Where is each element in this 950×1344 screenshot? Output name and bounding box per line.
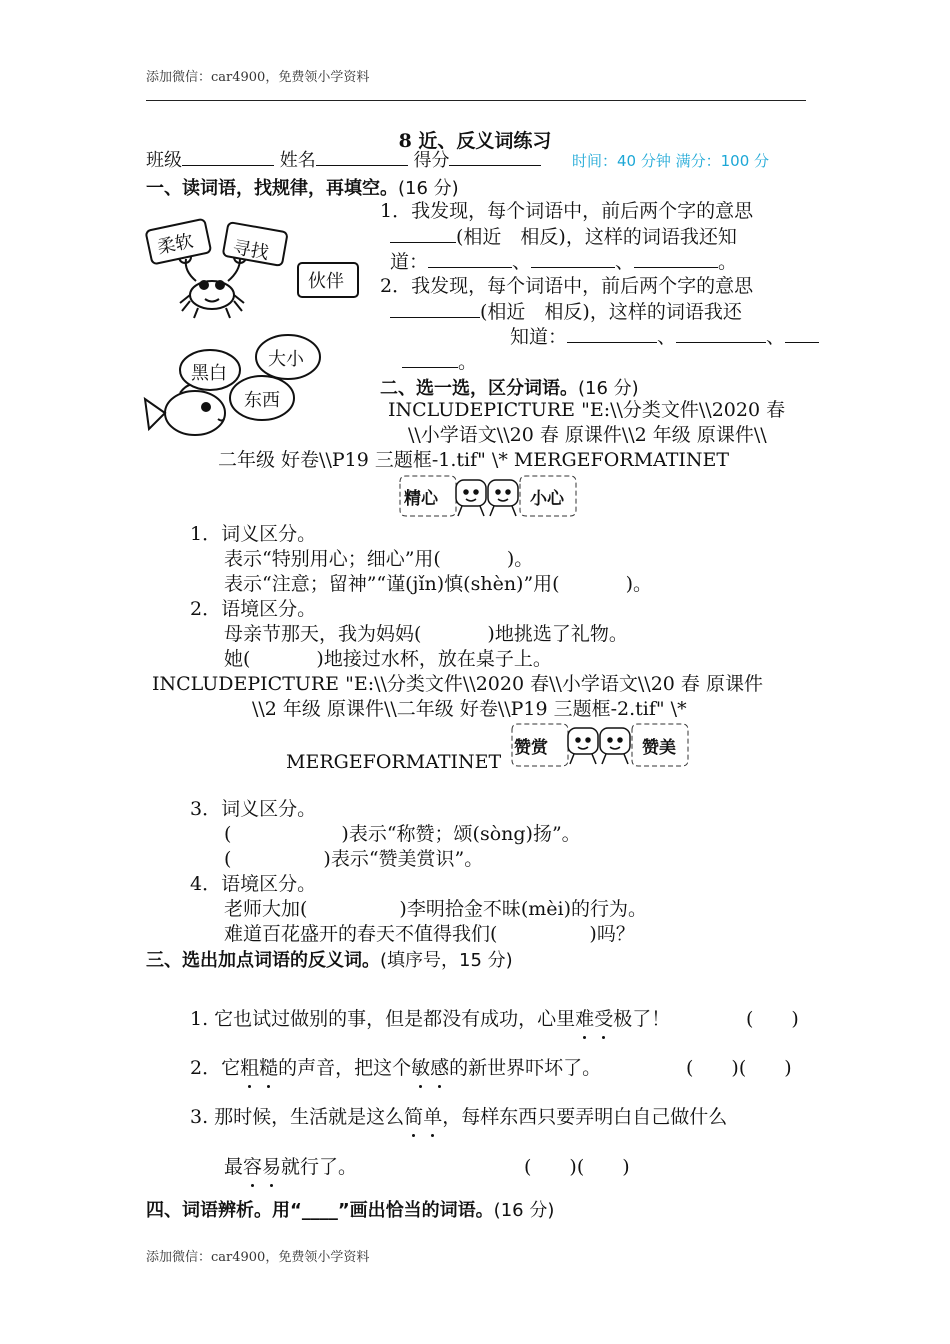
name-label: 姓名 bbox=[279, 150, 316, 171]
include-2-line3: MERGEFORMATINET bbox=[286, 751, 502, 773]
word-xunzhao: 寻找 bbox=[231, 237, 271, 264]
footer-note: 添加微信：car4900，免费领小学资料 bbox=[146, 1250, 370, 1265]
section-2-heading: 二、选一选，区分词语。(16 分) bbox=[380, 378, 639, 399]
s3-q3: 3. 那时候，生活就是这么简单，每样东西只要弄明白自己做什么 bbox=[190, 1106, 728, 1128]
s3-q1: 1. 它也试过做别的事，但是都没有成功，心里难受极了！ bbox=[190, 1008, 671, 1030]
s2-q4a: 老师大加( )李明拾金不昧(mèi)的行为。 bbox=[224, 898, 647, 920]
include-1-line2: \\小学语文\\20 春 原课件\\2 年级 原课件\\ bbox=[408, 424, 767, 446]
score-blank[interactable] bbox=[449, 147, 541, 166]
crab-icon bbox=[179, 251, 246, 318]
s2-q3a: ( )表示“称赞；颂(sòng)扬”。 bbox=[224, 823, 581, 845]
info-row bbox=[146, 147, 541, 173]
box-2-word-right: 赞美 bbox=[642, 738, 676, 758]
s2-q2a: 母亲节那天，我为妈妈( )地挑选了礼物。 bbox=[224, 623, 628, 645]
s2-q1b: 表示“注意；留神”“谨(jǐn)慎(shèn)”用( )。 bbox=[224, 573, 653, 595]
box-1-word-left: 精心 bbox=[404, 489, 438, 509]
score-label: 得分 bbox=[413, 150, 450, 171]
section-3-heading: 三、选出加点词语的反义词。(填序号，15 分) bbox=[146, 950, 513, 971]
box-2-word-left: 赞赏 bbox=[514, 738, 548, 758]
section-4-heading: 四、词语辨析。用“____”画出恰当的词语。(16 分) bbox=[146, 1200, 555, 1221]
s3-q3-line2: 最容易就行了。 bbox=[224, 1156, 358, 1178]
word-rouruan: 柔软 bbox=[155, 230, 196, 259]
s1-q1-line1: 1．我发现，每个词语中，前后两个字的意思 bbox=[380, 200, 754, 222]
header-rule bbox=[146, 100, 806, 101]
s2-q2: 2．语境区分。 bbox=[190, 598, 317, 620]
s1-q1-line2: (相近 相反)，这样的词语我还知 bbox=[390, 224, 737, 250]
cartoon-kids-icon bbox=[568, 728, 630, 764]
s2-q1: 1．词义区分。 bbox=[190, 523, 317, 545]
name-blank[interactable] bbox=[316, 147, 408, 166]
class-label: 班级 bbox=[146, 150, 182, 171]
cartoon-kids-icon bbox=[456, 480, 518, 516]
word-dongxi: 东西 bbox=[244, 390, 280, 411]
s2-q2b: 她( )地接过水杯，放在桌子上。 bbox=[224, 648, 552, 670]
s2-q1a: 表示“特别用心；细心”用( )。 bbox=[224, 548, 534, 570]
fish-icon bbox=[145, 384, 225, 435]
word-daxiao: 大小 bbox=[268, 349, 304, 370]
s1-q2-line4: 。 bbox=[402, 349, 477, 375]
s3-q3-answer[interactable]: ( )( ) bbox=[524, 1156, 630, 1178]
s1-q2-line3: 知道： 、 、 bbox=[510, 324, 819, 350]
include-1-line3: 二年级 好卷\\P19 三题框-1.tif" \* MERGEFORMATINET bbox=[218, 449, 730, 471]
s1-q2-line2: (相近 相反)，这样的词语我还 bbox=[390, 299, 742, 325]
page-title: 8 近、反义词练习 bbox=[398, 130, 552, 152]
word-heibai: 黑白 bbox=[191, 363, 227, 384]
class-blank[interactable] bbox=[182, 147, 274, 166]
box-1-word-right: 小心 bbox=[530, 489, 564, 509]
s2-q4: 4．语境区分。 bbox=[190, 873, 317, 895]
header-note: 添加微信：car4900，免费领小学资料 bbox=[146, 70, 370, 85]
s2-q4b: 难道百花盛开的春天不值得我们( )吗？ bbox=[224, 923, 635, 945]
include-2-line2: \\2 年级 原课件\\二年级 好卷\\P19 三题框-2.tif" \* bbox=[252, 698, 687, 720]
section-1-heading: 一、读词语，找规律，再填空。(16 分) bbox=[146, 178, 459, 199]
s3-q2: 2．它粗糙的声音，把这个敏感的新世界吓坏了。 bbox=[190, 1057, 602, 1079]
word-huoban: 伙伴 bbox=[308, 271, 344, 292]
s3-q2-answer[interactable]: ( )( ) bbox=[686, 1057, 792, 1079]
s1-q2-line1: 2．我发现，每个词语中，前后两个字的意思 bbox=[380, 275, 754, 297]
s1-q1-line3: 道： 、 、 。 bbox=[390, 251, 738, 273]
s3-q1-answer[interactable]: ( ) bbox=[746, 1008, 799, 1030]
s2-q3b: ( )表示“赞美赏识”。 bbox=[224, 848, 484, 870]
s2-q3: 3．词义区分。 bbox=[190, 798, 317, 820]
include-2-line1: INCLUDEPICTURE "E:\\分类文件\\2020 春\\小学语文\\20 春 原课件 bbox=[152, 673, 763, 695]
time-score: 时间：40 分钟 满分：100 分 bbox=[572, 152, 770, 170]
include-1-line1: INCLUDEPICTURE "E:\\分类文件\\2020 春 bbox=[388, 399, 786, 421]
